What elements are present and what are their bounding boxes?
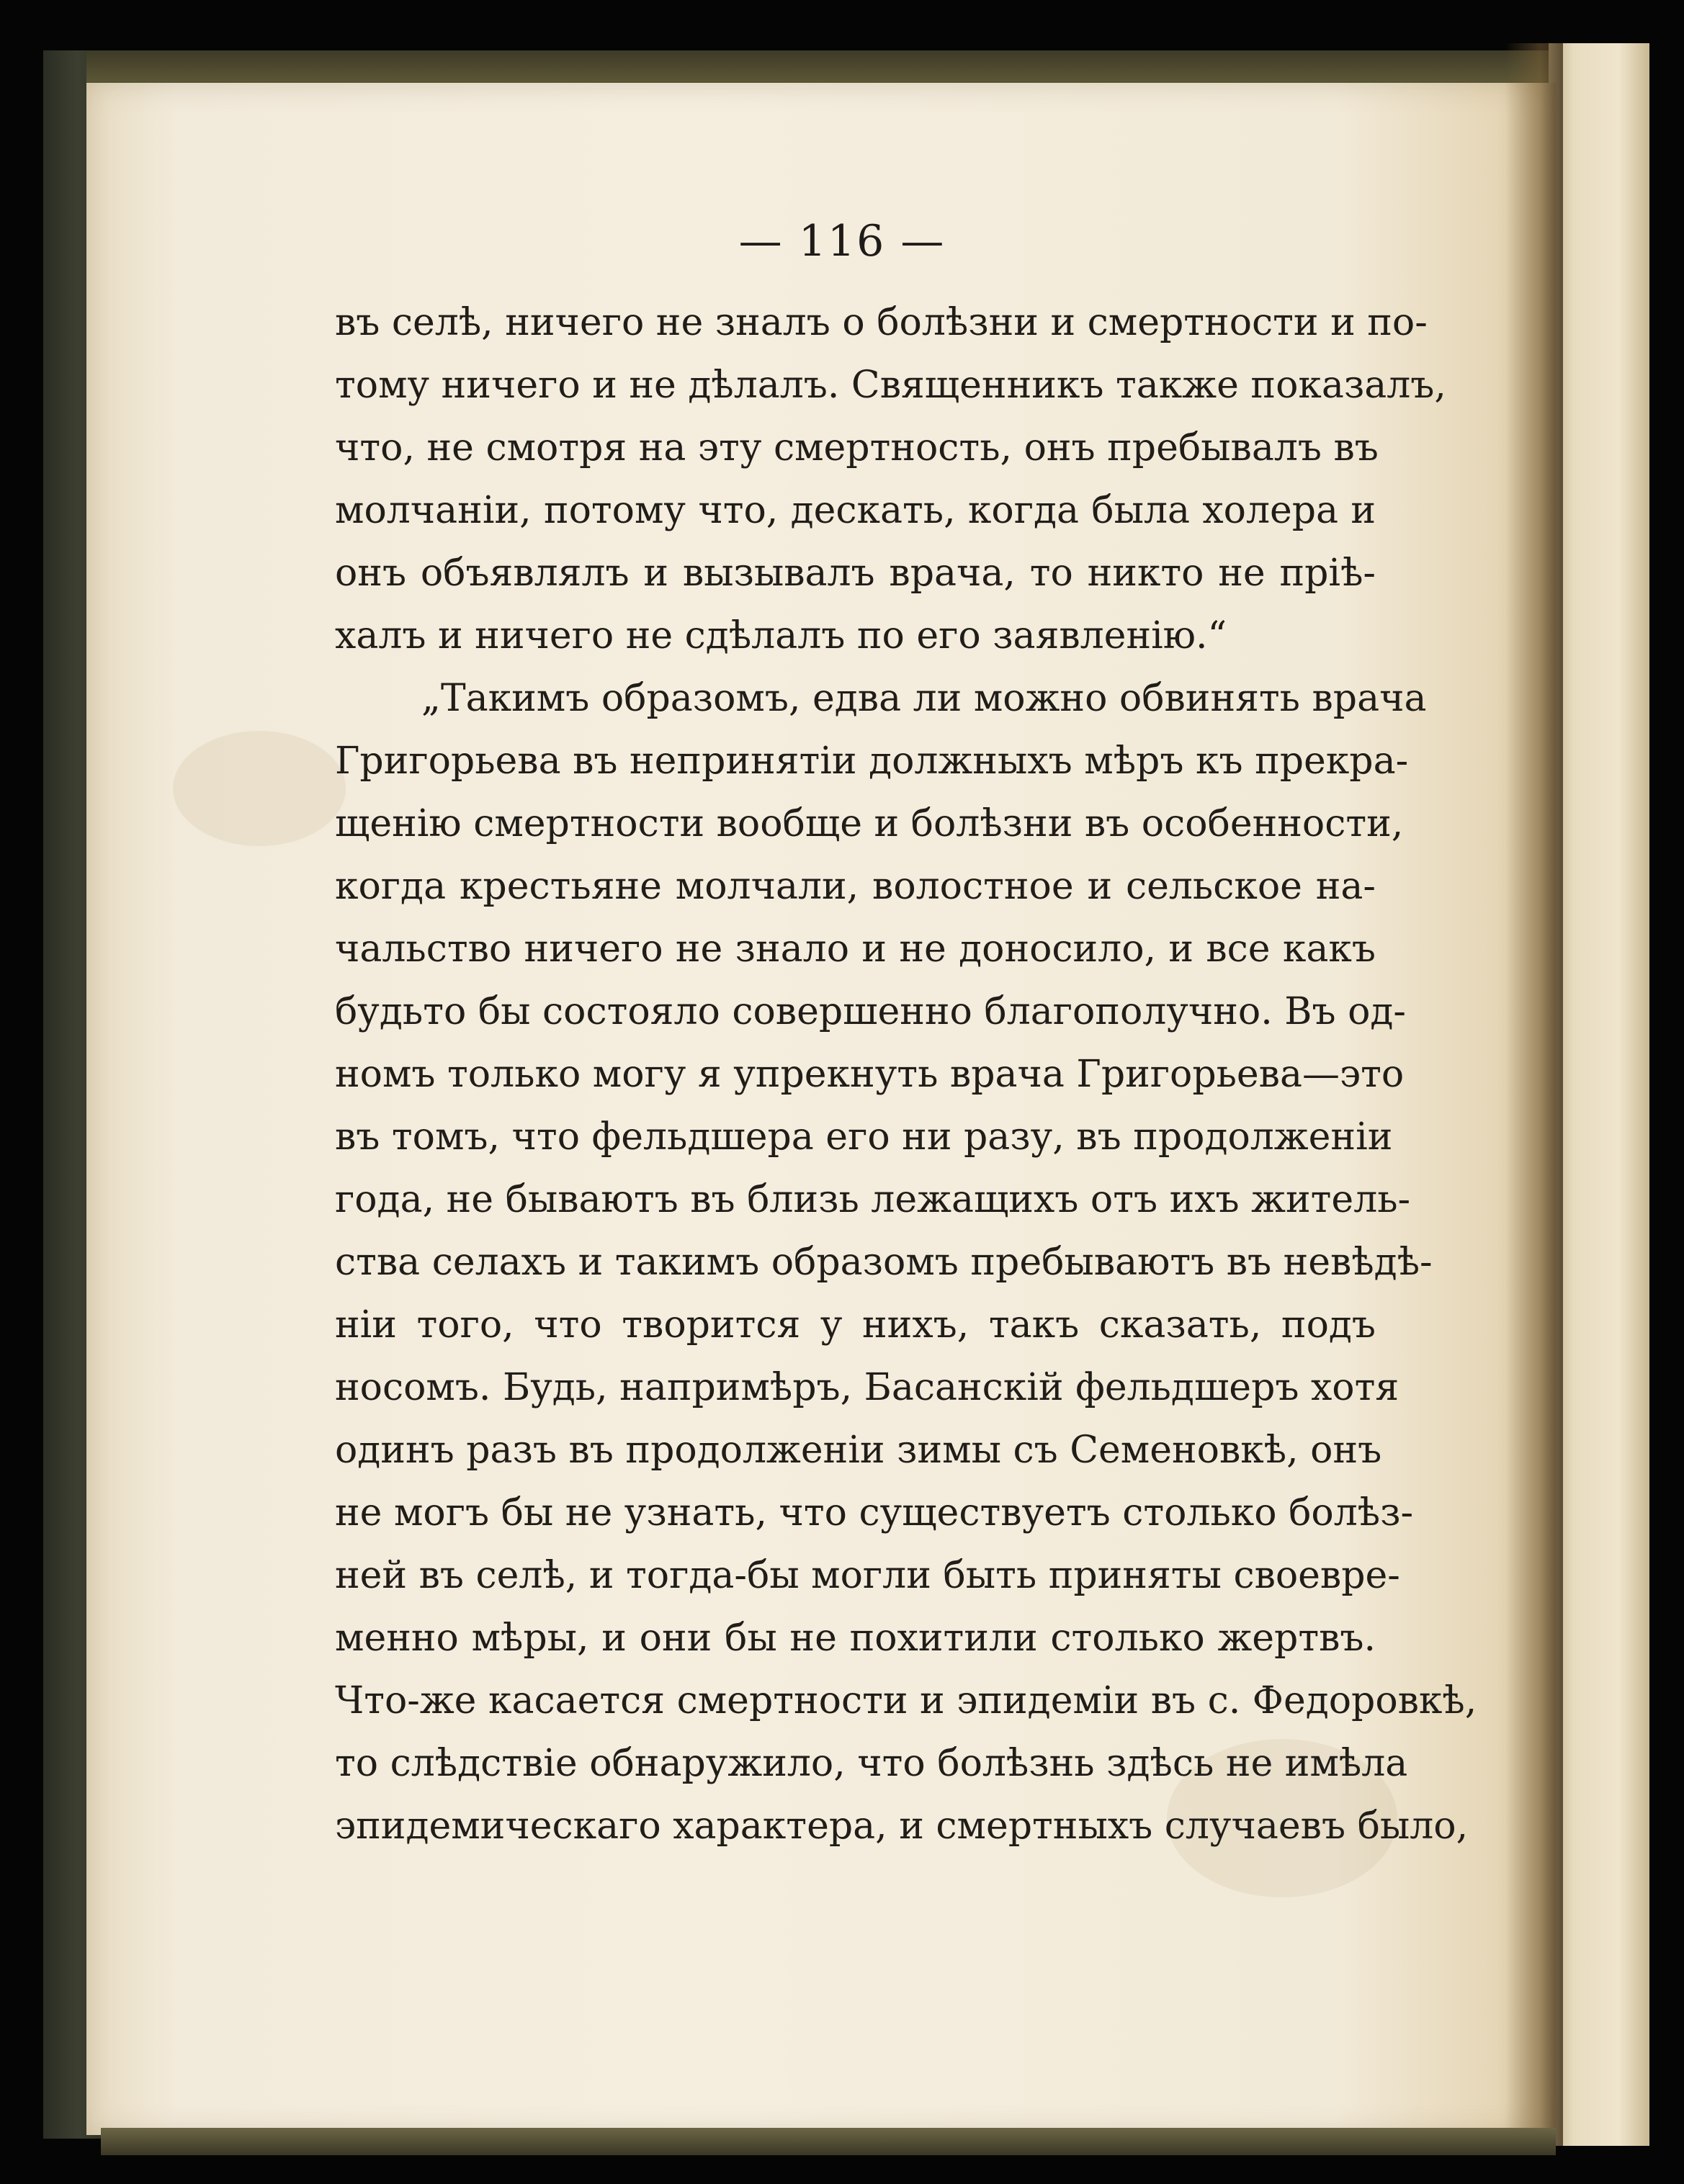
- text-line: въ томъ, что фельдшера его ни разу, въ продолженіи: [335, 1115, 1393, 1159]
- text-line: носомъ. Будь, напримѣръ, Басанскій фельдшеръ хотя: [335, 1366, 1399, 1409]
- page-number: — 116 —: [738, 216, 946, 266]
- body-text: [335, 292, 1477, 1858]
- text-line: будьто бы состояло совершенно благополучно. Въ од-: [335, 990, 1407, 1033]
- text-line: когда крестьяне молчали, волостное и сельское на-: [335, 865, 1376, 908]
- text-line: щенію смертности вообще и болѣзни въ особенности,: [335, 802, 1404, 845]
- text-line: чальство ничего не знало и не доносило, и все какъ: [335, 927, 1376, 971]
- text-line: тому ничего и не дѣлалъ. Священникъ также показалъ,: [335, 364, 1446, 407]
- text-line: менно мѣры, и они бы не похитили столько жертвъ.: [335, 1617, 1376, 1660]
- text-line: „Такимъ образомъ, едва ли можно обвинять врача: [421, 677, 1427, 720]
- text-line: эпидемическаго характера, и смертныхъ случаевъ было,: [335, 1805, 1469, 1848]
- text-line: Григорьева въ непринятіи должныхъ мѣръ къ прекра-: [335, 740, 1409, 783]
- text-line: одинъ разъ въ продолженіи зимы съ Семеновкѣ, онъ: [335, 1429, 1382, 1472]
- text-line: Что-же касается смертности и эпидеміи въ с. Федоровкѣ,: [335, 1679, 1477, 1722]
- text-line: онъ объявлялъ и вызывалъ врача, то никто не пріѣ-: [335, 552, 1376, 595]
- text-line: въ селѣ, ничего не зналъ о болѣзни и смертности и по-: [335, 301, 1428, 344]
- text-line: то слѣдствіе обнаружило, что болѣзнь здѣсь не имѣла: [335, 1742, 1408, 1785]
- book-binding-bottom: [101, 2128, 1556, 2155]
- text-line: номъ только могу я упрекнуть врача Григорьева—это: [335, 1053, 1405, 1096]
- paper-stain: [173, 731, 346, 846]
- text-line: ства селахъ и такимъ образомъ пребываютъ въ невѣдѣ-: [335, 1241, 1433, 1284]
- text-line: года, не бываютъ въ близь лежащихъ отъ ихъ житель-: [335, 1178, 1411, 1221]
- text-line: не могъ бы не узнать, что существуетъ столько болѣз-: [335, 1491, 1414, 1534]
- text-line: халъ и ничего не сдѣлалъ по его заявленію.“: [335, 614, 1227, 657]
- text-line: ніи того, что творится у нихъ, такъ сказать, подъ: [335, 1303, 1376, 1347]
- text-line: что, не смотря на эту смертность, онъ пребывалъ въ: [335, 426, 1379, 469]
- next-page-edge: [1549, 43, 1649, 2146]
- gutter-shadow: [1505, 43, 1563, 2146]
- text-line: ней въ селѣ, и тогда-бы могли быть приняты своевре-: [335, 1554, 1400, 1597]
- text-line: молчаніи, потому что, дескать, когда была холера и: [335, 489, 1376, 532]
